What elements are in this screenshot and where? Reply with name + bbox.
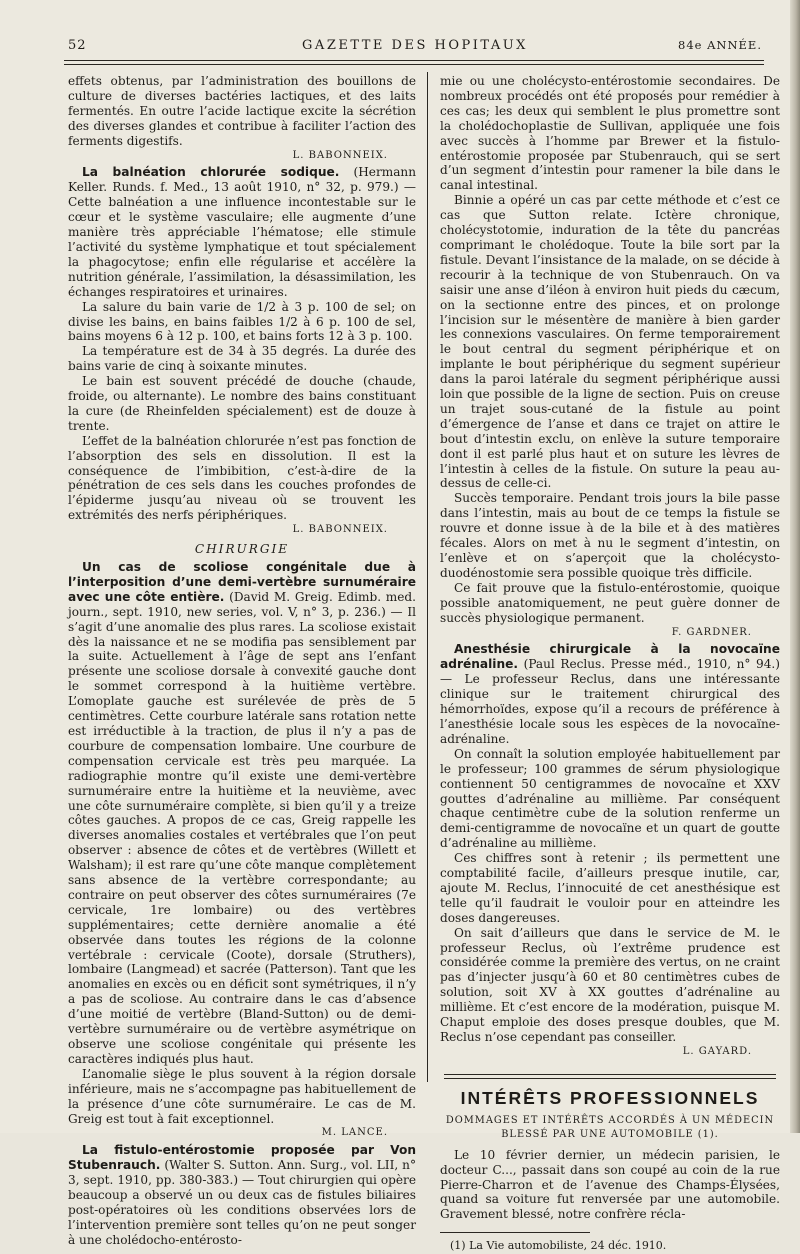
intro-paragraph: effets obtenus, par l’administration des bouillons de culture de diverses bactéries lactiques, et des laits fermentés. En outre l’acide lactique excite la sécrétion des diverses glandes et contribue à faciliter l’action des ferments digestifs. [68,74,416,148]
paragraph: mie ou une cholécysto-entérostomie secondaires. De nombreux procédés ont été proposés pour remédier à ces cas; les deux qui semblent le plus promettre sont la cholédochoplastie de Sullivan, appliquée une fois avec succès à l’homme par Brewer et la fistulo-entérostomie proposée par Stubenrauch, qui se sert d’un segment d’intestin pour ramener la bile dans le canal intestinal. [440,74,780,193]
left-column [68,74,416,1248]
article-reference: (David M. Greig. Edimb. med. journ., sept. 1910, new series, vol. V, n° 3, p. 236.) — Il s’agit d’une anomalie des plus rares. La scoliose existait dès la naissance et ne se modifia pas sensiblement par la suite. Actuellement à l’âge de sept ans l’enfant présente une scoliose dorsale à convexité gauche dont le sommet correspond à la huitième vertèbre. L’omoplate gauche est surélevée de près de 5 centimètres. Cette courbure latérale sans rotation nette est irréductible à la traction, de plus il n’y a pas de courbure de compensation lombaire. Une courbure de compensation cervicale est très peu marquée. La radiographie montre qu’il existe une demi-vertèbre surnuméraire entre la huitième et la neuvième, avec une côte surnuméraire complète, si bien qu’il y a treize côtes gauches. A propos de ce cas, Greig rappelle les diverses anomalies costales et vertébrales que l’on peut observer : absence de côtes et de vertèbres (Willett et Walsham); il est rare qu’une côte manque complètement sans absence de la vertèbre correspondante; au contraire on peut observer des côtes surnuméraires (7e cervicale, 1re lombaire) ou des vertèbres supplémentaires; cette dernière anomalie a été observée dans toutes les régions de la colonne vertébrale : cervicale (Coote), dorsale (Struthers), lombaire (Langmead) et sacrée (Patterson). Tant que les anomalies en excès ou en déficit sont symétriques, il n’y a pas de scoliose. Au contraire dans le cas d’absence d’une moitié de vertèbre (Bland-Sutton) ou de demi-vertèbre surnuméraire ou de vertèbre asymétrique on observe une scoliose congénitale qui présente les caractères indiqués plus haut. [68,589,416,1066]
running-head [68,36,762,56]
footnote: (1) La Vie automobiliste, 24 déc. 1910. [450,1239,667,1253]
article-title: Un cas de scoliose congénitale due à l’interposition d’une demi-vertèbre surnuméraire avec une côte entière. [68,560,416,604]
signature: F. GARDNER. [671,626,752,638]
article-subtitle [440,1114,780,1142]
paragraph: On connaît la solution employée habituellement par le professeur; 100 grammes de sérum physiologique contiennent 50 centigrammes de novocaïne et XXV gouttes d’adrénaline au millième. Par conséquent chaque centimètre cube de la solution renferme un demi-centigramme de novocaïne et un quart de goutte d’adrénaline au millième. [440,746,780,851]
subtitle-line: BLESSÉ PAR UNE AUTOMOBILE (1). [501,1128,719,1140]
section-rule [444,1074,776,1075]
paragraph: Succès temporaire. Pendant trois jours la bile passe dans l’intestin, mais au bout de ce temps la fistule se rouvre et donne issue à de la bile et à des matières fécales. Alors on met à nu le segment d’intestin, on l’enlève et on s’aperçoit que la cholécysto-duodénostomie sera possible quoique très difficile. [440,491,780,580]
article-reference: (Hermann Keller. Runds. f. Med., 13 août 1910, n° 32, p. 979.) — Cette balnéation a une influence incontestable sur le cœur et le système vasculaire; elle augmente d’une manière très appréciable l’hématose; elle stimule l’activité du système lymphatique et tout spécialement la phagocytose; enfin elle régularise et accélère la nutrition générale, l’assimilation, la désassimilation, les échanges respiratoires et urinaires. [68,165,416,299]
article-scoliose [68,560,416,1067]
column-divider [427,72,428,1082]
paragraph: L’effet de la balnéation chlorurée n’est pas fonction de l’absorption des sels en dissolution. Il est la conséquence de l’imbibition, c’est-à-dire de la pénétration de ces sels dans les couches profondes de l’épiderme jusqu’au niveau où se trouvent les extrémités des nerfs périphériques. [68,433,416,523]
page-number: 52 [68,38,87,53]
year-label: 84e ANNÉE. [678,38,762,52]
article-title: La balnéation chlorurée sodique. [82,165,340,180]
paragraph: Le 10 février dernier, un médecin parisien, le docteur C..., passait dans son coupé au coin de la rue Pierre-Charron et de l’avenue des Champs-Élysées, quand sa voiture fut renversée par une automobile. Gravement blessé, notre confrère récla- [440,1147,780,1222]
article-anesthesie [440,642,780,746]
header-rule-double [64,64,764,65]
paragraph: On sait d’ailleurs que dans le service de M. le professeur Reclus, où l’extrême prudence est considérée comme la première des vertus, on ne craint pas d’injecter jusqu’à 60 et 80 centimètres cubes de solution, soit XV à XX gouttes d’adrénaline au millième. Et c’est encore de la modération, puisque M. Chaput emploie des doses presque doubles, que M. Reclus n’ose cependant pas conseiller. [440,925,780,1044]
article-reference: (Paul Reclus. Presse méd., 1910, n° 94.) — Le professeur Reclus, dans une intéressante clinique sur le traitement chirurgical des hémorrhoïdes, expose qu’il a recours de préférence à l’anesthésie locale sous les espèces de la novocaïne-adrénaline. [440,657,780,746]
article-title: Anesthésie chirurgicale à la novocaïne adrénaline. [440,642,780,672]
paragraph: Binnie a opéré un cas par cette méthode et c’est ce cas que Sutton relate. Ictère chronique, cholécystotomie, induration de la tête du pancréas comprimant le cholédoque. Toute la bile sort par la fistule. Devant l’insistance de la malade, on se décide à recourir à la technique de von Stubenrauch. On va saisir une anse d’iléon à environ huit pieds du cæcum, on la sectionne entre des pinces, et on prolonge l’incision sur le mésentère de manière à bien garder les connexions vasculaires. On ferme temporairement le bout central du segment périphérique et on implante le bout périphérique du segment supérieur dans la paroi latérale du segment périphérique aussi loin que possible de la ligne de section. Puis on creuse un trajet sous-cutané de la fistule au point d’émergence de l’anse et dans ce trajet on attire le bout d’intestin exclu, on enlève la suture temporaire dont il est parlé plus haut et on suture les lèvres de l’intestin à celles de la fistule. On suture la peau au-dessus de celle-ci. [440,193,780,491]
footnote-rule [440,1232,590,1233]
article-balneation [68,165,416,299]
signature: L. GAYARD. [682,1045,752,1057]
paragraph: L’anomalie siège le plus souvent à la région dorsale inférieure, mais ne s’accompagne pas habituellement de la présence d’une côte surnuméraire. Le cas de M. Greig est tout à fait exceptionnel. [68,1066,416,1126]
section-rule-double [444,1078,776,1079]
article-reference: (Walter S. Sutton. Ann. Surg., vol. LII, n° 3, sept. 1910, pp. 380-383.) — Tout chirurgien qui opère beaucoup a observé un ou deux cas de fistules biliaires post-opératoires où les conditions observées lors de l’intervention première sont telles qu’on ne peut songer à une cholédocho-entérosto- [68,1158,416,1247]
page-edge-shadow [790,0,800,1133]
signature: L. BABONNEIX. [292,149,388,161]
paragraph: Le bain est souvent précédé de douche (chaude, froide, ou alternante). Le nombre des bains constituant la cure (de Rheinfelden spécialement) est de douze à trente. [68,374,416,433]
right-column [440,74,780,1254]
article-title: La fistulo-entérostomie proposée par Von Stubenrauch. [68,1143,416,1173]
paragraph: La température est de 34 à 35 degrés. La durée des bains varie de cinq à soixante minutes. [68,344,416,374]
article-fistulo [68,1143,416,1247]
journal-title: GAZETTE DES HOPITAUX [302,38,528,53]
subtitle-line: DOMMAGES ET INTÉRÊTS ACCORDÉS À UN MÉDECIN [445,1114,775,1126]
signature: L. BABONNEIX. [292,524,388,536]
header-rule [64,60,764,61]
signature: M. LANCE. [321,1127,388,1139]
paragraph: Ce fait prouve que la fistulo-entérostomie, quoique possible anatomiquement, ne peut guère donner de succès physiologique permanent. [440,580,780,625]
paragraph: La salure du bain varie de 1/2 à 3 p. 100 de sel; on divise les bains, en bains faibles 1/2 à 6 p. 100 de sel, bains moyens 6 à 12 p. 100, et bains forts 12 à 3 p. 100. [68,299,416,344]
section-title: INTÉRÊTS PROFESSIONNELS [460,1087,760,1108]
paragraph: Ces chiffres sont à retenir ; ils permettent une comptabilité facile, d’ailleurs presque inutile, car, ajoute M. Reclus, l’innocuité de cet anesthésique est telle qu’il faudrait le vouloir pour en atteindre les doses dangereuses. [440,851,780,925]
section-heading: CHIRURGIE [194,542,290,557]
